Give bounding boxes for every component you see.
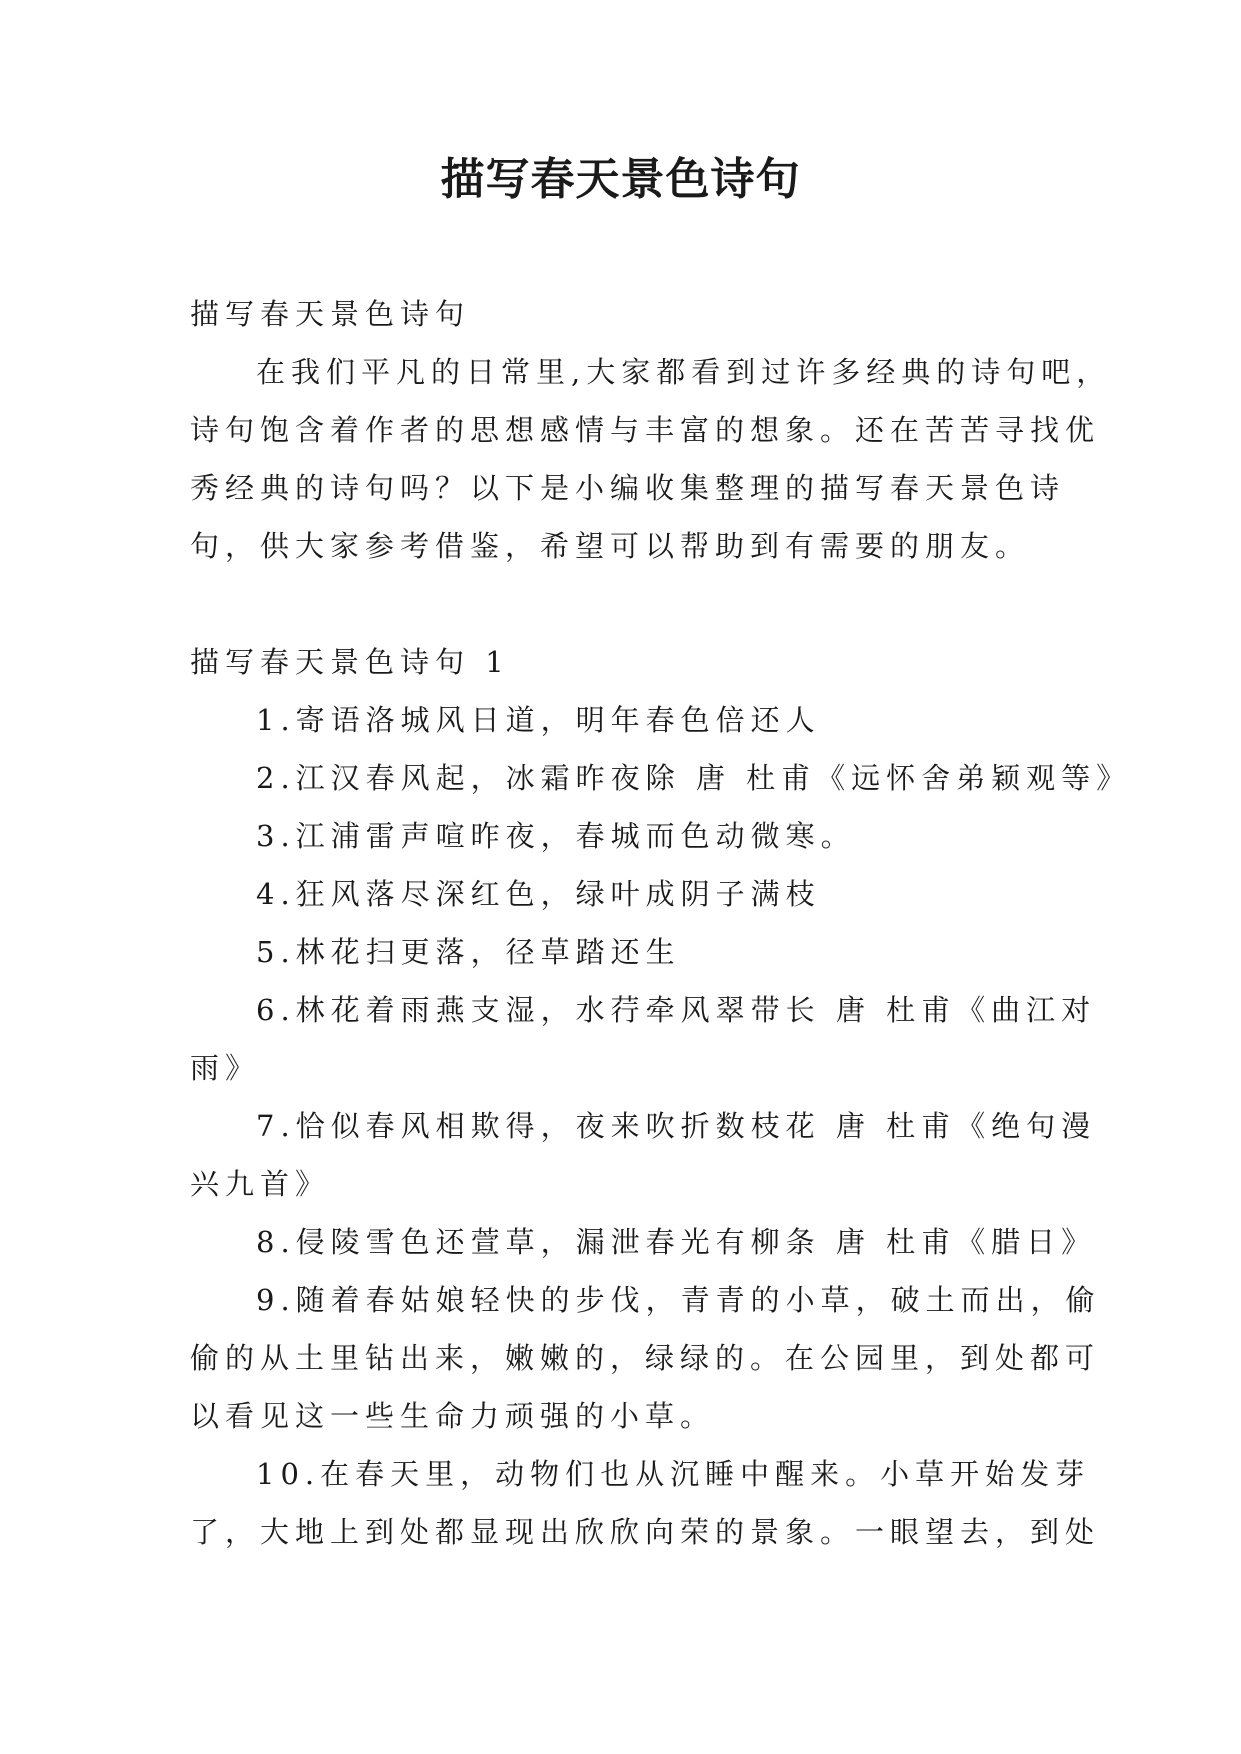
poem-item-continuation: 了，大地上到处都显现出欣欣向荣的景象。一眼望去，到处 <box>190 1515 1101 1549</box>
poem-item: 8.侵陵雪色还萱草，漏泄春光有柳条 唐 杜甫《腊日》 <box>256 1225 1097 1259</box>
poem-item: 6.林花着雨燕支湿，水荇牵风翠带长 唐 杜甫《曲江对 <box>256 993 1097 1027</box>
section-heading: 描写春天景色诗句 1 <box>190 645 510 679</box>
poem-item: 5.林花扫更落，径草踏还生 <box>256 935 681 969</box>
poem-item: 4.狂风落尽深红色，绿叶成阴子满枝 <box>256 877 821 911</box>
intro-paragraph-line: 诗句饱含着作者的思想感情与丰富的想象。还在苦苦寻找优 <box>190 413 1101 447</box>
poem-item-continuation: 雨》 <box>190 1051 261 1085</box>
paragraph-spacer <box>190 575 1050 633</box>
section-heading: 描写春天景色诗句 <box>190 297 471 331</box>
poem-item: 3.江浦雷声喧昨夜，春城而色动微寒。 <box>256 819 856 853</box>
intro-paragraph-line: 秀经典的诗句吗？以下是小编收集整理的描写春天景色诗 <box>190 471 1066 505</box>
poem-item-continuation: 以看见这一些生命力顽强的小草。 <box>190 1399 716 1433</box>
intro-paragraph-line: 在我们平凡的日常里,大家都看到过许多经典的诗句吧， <box>256 355 1112 389</box>
poem-item: 10.在春天里，动物们也从沉睡中醒来。小草开始发芽 <box>256 1457 1091 1491</box>
poem-item: 7.恰似春风相欺得，夜来吹折数枝花 唐 杜甫《绝句漫 <box>256 1109 1097 1143</box>
poem-item: 9.随着春姑娘轻快的步伐，青青的小草，破土而出，偷 <box>256 1283 1101 1317</box>
intro-paragraph-line: 句，供大家参考借鉴，希望可以帮助到有需要的朋友。 <box>190 529 1031 563</box>
poem-item-continuation: 兴九首》 <box>190 1167 331 1201</box>
document-body <box>190 285 1132 1561</box>
poem-item-continuation: 偷的从土里钻出来，嫩嫩的，绿绿的。在公园里，到处都可 <box>190 1341 1101 1375</box>
poem-item: 2.江汉春风起，冰霜昨夜除 唐 杜甫《远怀舍弟颖观等》 <box>256 761 1132 795</box>
poem-item: 1.寄语洛城风日道，明年春色倍还人 <box>256 703 821 737</box>
document-title: 描写春天景色诗句 <box>440 154 801 205</box>
